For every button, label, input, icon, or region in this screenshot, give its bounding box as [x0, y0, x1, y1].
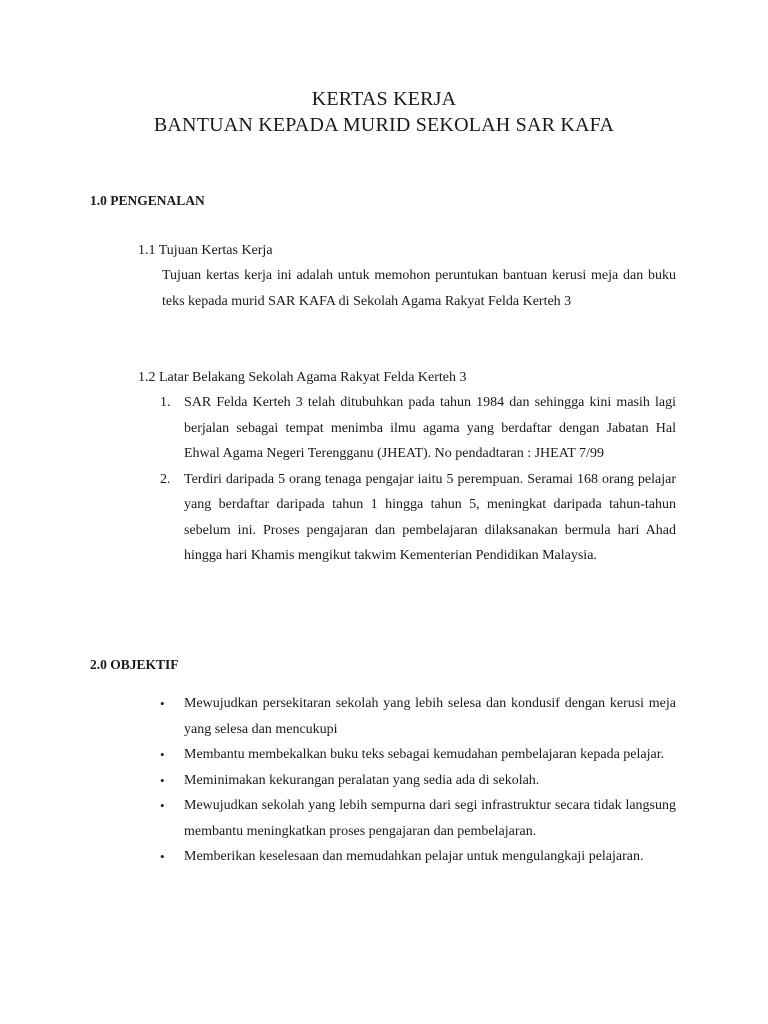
subsection-text-tujuan: Tujuan kertas kerja ini adalah untuk memohon peruntukan bantuan kerusi meja dan buku teks kepada murid SAR KAFA di Sekolah Agama Rakyat Felda Kerteh 3 [162, 268, 676, 309]
list-number: 1. [160, 395, 171, 410]
subsection-title-latar-belakang: 1.2 Latar Belakang Sekolah Agama Rakyat Felda Kerteh 3 [138, 370, 467, 385]
list-item [138, 691, 676, 742]
list-number: 2. [160, 471, 171, 487]
list-item-text: Meminimakan kekurangan peralatan yang sedia ada di sekolah. [184, 772, 540, 788]
bullet-icon: • [160, 696, 165, 711]
bullet-icon: • [160, 849, 165, 864]
list-item [138, 844, 676, 870]
bullet-icon: • [160, 772, 165, 788]
bullet-icon: • [160, 747, 165, 762]
section-heading-pengenalan: 1.0 PENGENALAN [90, 193, 205, 208]
document-subtitle: BANTUAN KEPADA MURID SEKOLAH SAR KAFA [153, 114, 615, 136]
section-heading-objektif: 2.0 OBJEKTIF [90, 657, 179, 672]
list-item [138, 467, 676, 569]
list-item [138, 768, 676, 794]
numbered-list-latar-belakang [138, 390, 676, 569]
document-title: KERTAS KERJA [311, 88, 457, 110]
bullet-list-objektif [138, 691, 676, 870]
list-item-text: Mewujudkan persekitaran sekolah yang lebih selesa dan kondusif dengan kerusi meja yang selesa dan mencukupi [184, 696, 676, 737]
list-item-text: Memberikan keselesaan dan memudahkan pelajar untuk mengulangkaji pelajaran. [184, 849, 644, 864]
list-item-text: Mewujudkan sekolah yang lebih sempurna dari segi infrastruktur secara tidak langsung membantu meningkatkan proses pengajaran dan pembelajaran. [184, 798, 676, 839]
list-item-text: SAR Felda Kerteh 3 telah ditubuhkan pada tahun 1984 dan sehingga kini masih lagi berjalan sebagai tempat menimba ilmu agama yang berdaftar dengan Jabatan Hal Ehwal Agama Negeri Terengganu (JHEAT). No pendadtaran : JHEAT 7/99 [184, 395, 676, 461]
subsection-title-tujuan: 1.1 Tujuan Kertas Kerja [138, 243, 273, 258]
list-item-text: Terdiri daripada 5 orang tenaga pengajar iaitu 5 perempuan. Seramai 168 orang pelajar yang berdaftar daripada tahun 1 hingga tahun 5, meningkat daripada tahun-tahun sebelum ini. Proses pengajaran dan pembelajaran dilaksanakan bermula hari Ahad hingga hari Khamis mengikut takwim Kementerian Pendidikan Malaysia. [184, 471, 676, 563]
list-item-text: Membantu membekalkan buku teks sebagai kemudahan pembelajaran kepada pelajar. [184, 747, 665, 762]
list-item [138, 390, 676, 467]
bullet-icon: • [160, 798, 165, 813]
list-item [138, 742, 676, 768]
list-item [138, 793, 676, 844]
